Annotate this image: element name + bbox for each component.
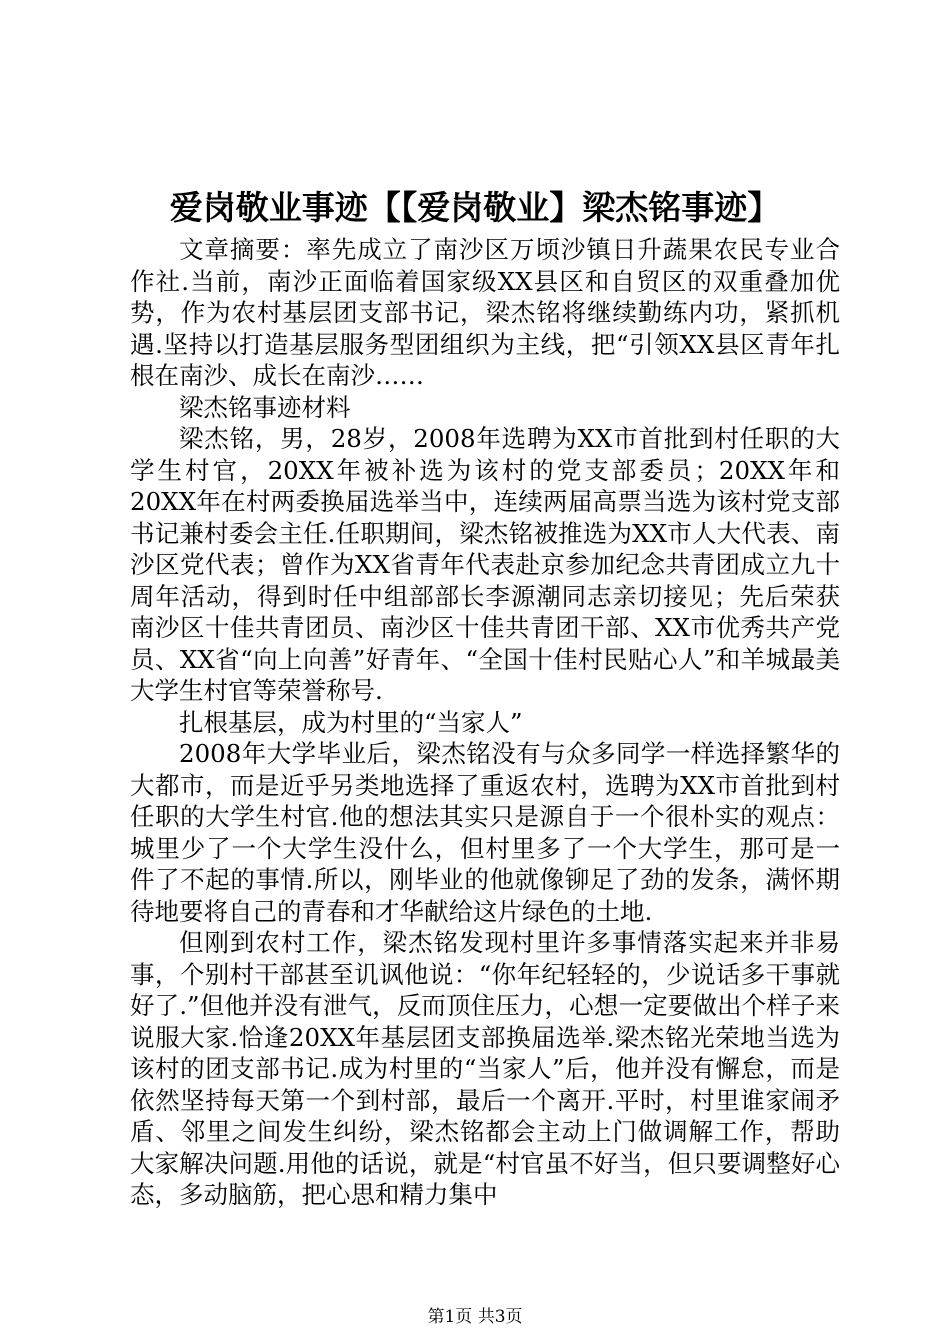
page-number-footer: 第1页 共3页 <box>427 1307 523 1327</box>
paragraph-graduation: 2008年大学毕业后，梁杰铭没有与众多同学一样选择繁华的大都市，而是近乎另类地选择了重返农村，选聘为XX市首批到村任职的大学生村官.他的想法其实只是源自于一个很朴实的观点：城里少了一个大学生没什么，但村里多了一个大学生，那可是一件了不起的事情.所以，刚毕业的他就像铆足了劲的发条，满怀期待地要将自己的青春和才华献给这片绿色的土地. <box>130 739 840 926</box>
paragraph-abstract: 文章摘要：率先成立了南沙区万顷沙镇日升蔬果农民专业合作社.当前，南沙正面临着国家级XX县区和自贸区的双重叠加优势，作为农村基层团支部书记，梁杰铭将继续勤练内功，紧抓机遇.坚持以打造基层服务型团组织为主线，把“引领XX县区青年扎根在南沙、成长在南沙…… <box>130 235 840 390</box>
document-title: 爱岗敬业事迹【【爱岗敬业】梁杰铭事迹】 <box>169 188 781 227</box>
paragraph-heading-materials: 梁杰铭事迹材料 <box>179 392 351 422</box>
paragraph-heading-grassroots: 扎根基层，成为村里的“当家人” <box>179 707 523 737</box>
paragraph-profile: 梁杰铭，男，28岁，2008年选聘为XX市首批到村任职的大学生村官，20XX年被补选为该村的党支部委员；20XX年和20XX年在村两委换届选举当中，连续两届高票当选为该村党支部书记兼村委会主任.任职期间，梁杰铭被推选为XX市人大代表、南沙区党代表；曾作为XX省青年代表赴京参加纪念共青团成立九十周年活动，得到时任中组部部长李源潮同志亲切接见；先后荣获南沙区十佳共青团员、南沙区十佳共青团干部、XX市优秀共产党员、XX省“向上向善”好青年、“全国十佳村民贴心人”和羊城最美大学生村官等荣誉称号. <box>130 424 840 705</box>
paragraph-village-work: 但刚到农村工作，梁杰铭发现村里许多事情落实起来并非易事，个别村干部甚至讥讽他说：“你年纪轻轻的，少说话多干事就好了.”但他并没有泄气，反而顶住压力，心想一定要做出个样子来说服大家.恰逢20XX年基层团支部换届选举.梁杰铭光荣地当选为该村的团支部书记.成为村里的“当家人”后，他并没有懈怠，而是依然坚持每天第一个到村部，最后一个离开.平时，村里谁家闹矛盾、邻里之间发生纠纷，梁杰铭都会主动上门做调解工作，帮助大家解决问题.用他的话说，就是“村官虽不好当，但只要调整好心态，多动脑筋，把心思和精力集中 <box>130 928 840 1209</box>
document-body <box>130 234 840 1211</box>
